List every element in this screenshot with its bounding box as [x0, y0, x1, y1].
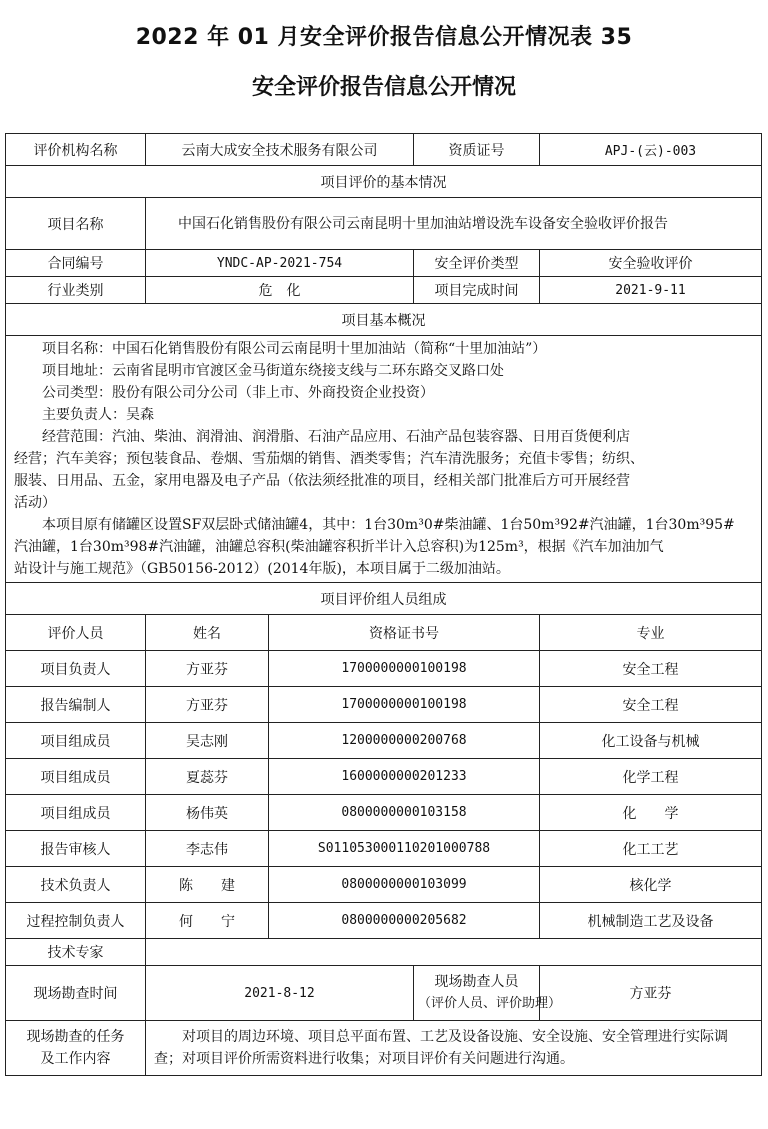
contract-value: YNDC-AP-2021-754: [146, 250, 414, 277]
overview-row: [6, 336, 762, 583]
team-major: 安全工程: [540, 651, 762, 687]
project-name-label: 项目名称: [6, 198, 146, 250]
eval-type-value: 安全验收评价: [540, 250, 762, 277]
overview-scope-line: 经营；汽车美容；预包装食品、卷烟、雪茄烟的销售、酒类零售；汽车清洗服务；充值卡零售；纺织、: [14, 451, 644, 467]
overview-tank-line: 汽油罐，1台30m³98#汽油罐，油罐总容积(柴油罐容积折半计入总容积)为125m³，根据《汽车加油加气: [14, 539, 664, 555]
expert-value: [146, 939, 762, 966]
overview-tank-line: 本项目原有储罐区设置SF双层卧式储油罐4，其中：1台30m³0#柴油罐、1台50m³92#汽油罐，1台30m³95#: [42, 517, 735, 533]
org-label: 评价机构名称: [6, 134, 146, 166]
site-row: [6, 966, 762, 1021]
team-major: 化工工艺: [540, 831, 762, 867]
team-cert: 1700000000100198: [269, 687, 540, 723]
team-row: [6, 687, 762, 723]
team-role: 报告编制人: [6, 687, 146, 723]
team-row: [6, 831, 762, 867]
team-role: 过程控制负责人: [6, 903, 146, 939]
team-role: 项目负责人: [6, 651, 146, 687]
site-people-label: [414, 966, 562, 1021]
team-cert: 1600000000201233: [269, 759, 540, 795]
overview-principal: 主要负责人：吴森: [42, 407, 154, 423]
org-row: [6, 134, 762, 166]
contract-row: [6, 250, 762, 277]
team-section-title: 项目评价组人员组成: [6, 583, 762, 615]
task-label-sub: 及工作内容: [40, 1051, 111, 1067]
industry-row: [6, 277, 762, 304]
finish-label: 项目完成时间: [414, 277, 540, 304]
industry-label: 行业类别: [6, 277, 146, 304]
team-major: 机械制造工艺及设备: [540, 903, 762, 939]
team-row: [6, 903, 762, 939]
finish-value: 2021-9-11: [540, 277, 762, 304]
team-header-row: [6, 615, 762, 651]
team-row: [6, 723, 762, 759]
team-cert: 1200000000200768: [269, 723, 540, 759]
project-name-row: [6, 198, 762, 250]
eval-type-label: 安全评价类型: [414, 250, 540, 277]
team-major: 化 学: [540, 795, 762, 831]
team-role: 项目组成员: [6, 759, 146, 795]
team-role: 报告审核人: [6, 831, 146, 867]
overview-scope-line: 服装、日用品、五金，家用电器及电子产品（依法须经批准的项目，经相关部门批准后方可开展经营: [14, 473, 630, 489]
document-subtitle: 安全评价报告信息公开情况: [251, 75, 516, 100]
task-label: [6, 1021, 146, 1076]
team-row: [6, 867, 762, 903]
basic-section-title: 项目评价的基本情况: [6, 166, 762, 198]
team-role: 项目组成员: [6, 723, 146, 759]
team-header-role: 评价人员: [6, 615, 146, 651]
team-name: 吴志刚: [146, 723, 269, 759]
team-header-cert: 资格证书号: [269, 615, 540, 651]
task-value: 对项目的周边环境、项目总平面布置、工艺及设备设施、安全设施、安全管理进行实际调查；对项目评价所需资料进行收集；对项目评价有关问题进行沟通。: [146, 1021, 762, 1076]
site-time-label: 现场勘查时间: [6, 966, 146, 1021]
team-header-major: 专业: [540, 615, 762, 651]
overview-scope-line: 活动）: [14, 495, 56, 511]
team-name: 方亚芬: [146, 651, 269, 687]
team-major: 化学工程: [540, 759, 762, 795]
industry-value: 危 化: [146, 277, 414, 304]
overview-company-type: 公司类型：股份有限公司分公司（非上市、外商投资企业投资）: [42, 385, 434, 401]
cert-value: APJ-(云)-003: [540, 134, 762, 166]
team-major: 核化学: [540, 867, 762, 903]
contract-label: 合同编号: [6, 250, 146, 277]
team-cert: 0800000000205682: [269, 903, 540, 939]
info-table: [5, 133, 762, 1076]
team-name: 夏蕊芬: [146, 759, 269, 795]
expert-row: [6, 939, 762, 966]
team-row: [6, 795, 762, 831]
task-row: [6, 1021, 762, 1076]
overview-scope-line: 经营范围：汽油、柴油、润滑油、润滑脂、石油产品应用、石油产品包装容器、日用百货便利店: [42, 429, 630, 445]
team-name: 何 宁: [146, 903, 269, 939]
document-title: 2022 年 01 月安全评价报告信息公开情况表 35: [135, 25, 633, 50]
team-cert: 0800000000103158: [269, 795, 540, 831]
overview-tank-line: 站设计与施工规范》（GB50156-2012）(2014年版)，本项目属于二级加油站。: [14, 561, 510, 577]
team-role: 技术负责人: [6, 867, 146, 903]
team-row: [6, 651, 762, 687]
overview-project-name: 项目名称：中国石化销售股份有限公司云南昆明十里加油站（简称“十里加油站”）: [42, 341, 547, 357]
team-header-name: 姓名: [146, 615, 269, 651]
team-role: 项目组成员: [6, 795, 146, 831]
org-value: 云南大成安全技术服务有限公司: [146, 134, 414, 166]
cert-label: 资质证号: [414, 134, 540, 166]
overview-address: 项目地址：云南省昆明市官渡区金马街道东绕接支线与二环东路交叉路口处: [42, 363, 504, 379]
overview-section-title: 项目基本概况: [6, 304, 762, 336]
task-label-main: 现场勘查的任务: [26, 1029, 125, 1045]
team-name: 方亚芬: [146, 687, 269, 723]
team-cert: S011053000110201000788: [269, 831, 540, 867]
team-major: 安全工程: [540, 687, 762, 723]
site-people-value: 方亚芬: [540, 966, 762, 1021]
team-cert: 1700000000100198: [269, 651, 540, 687]
team-name: 李志伟: [146, 831, 269, 867]
project-name-value: 中国石化销售股份有限公司云南昆明十里加油站增设洗车设备安全验收评价报告: [146, 198, 762, 250]
team-row: [6, 759, 762, 795]
team-cert: 0800000000103099: [269, 867, 540, 903]
team-name: 杨伟英: [146, 795, 269, 831]
site-time-value: 2021-8-12: [146, 966, 414, 1021]
overview-text: [6, 336, 762, 583]
expert-label: 技术专家: [6, 939, 146, 966]
team-major: 化工设备与机械: [540, 723, 762, 759]
team-name: 陈 建: [146, 867, 269, 903]
site-people-label-sub: （评价人员、评价助理）: [418, 996, 562, 1011]
site-people-label-main: 现场勘查人员: [434, 974, 519, 990]
